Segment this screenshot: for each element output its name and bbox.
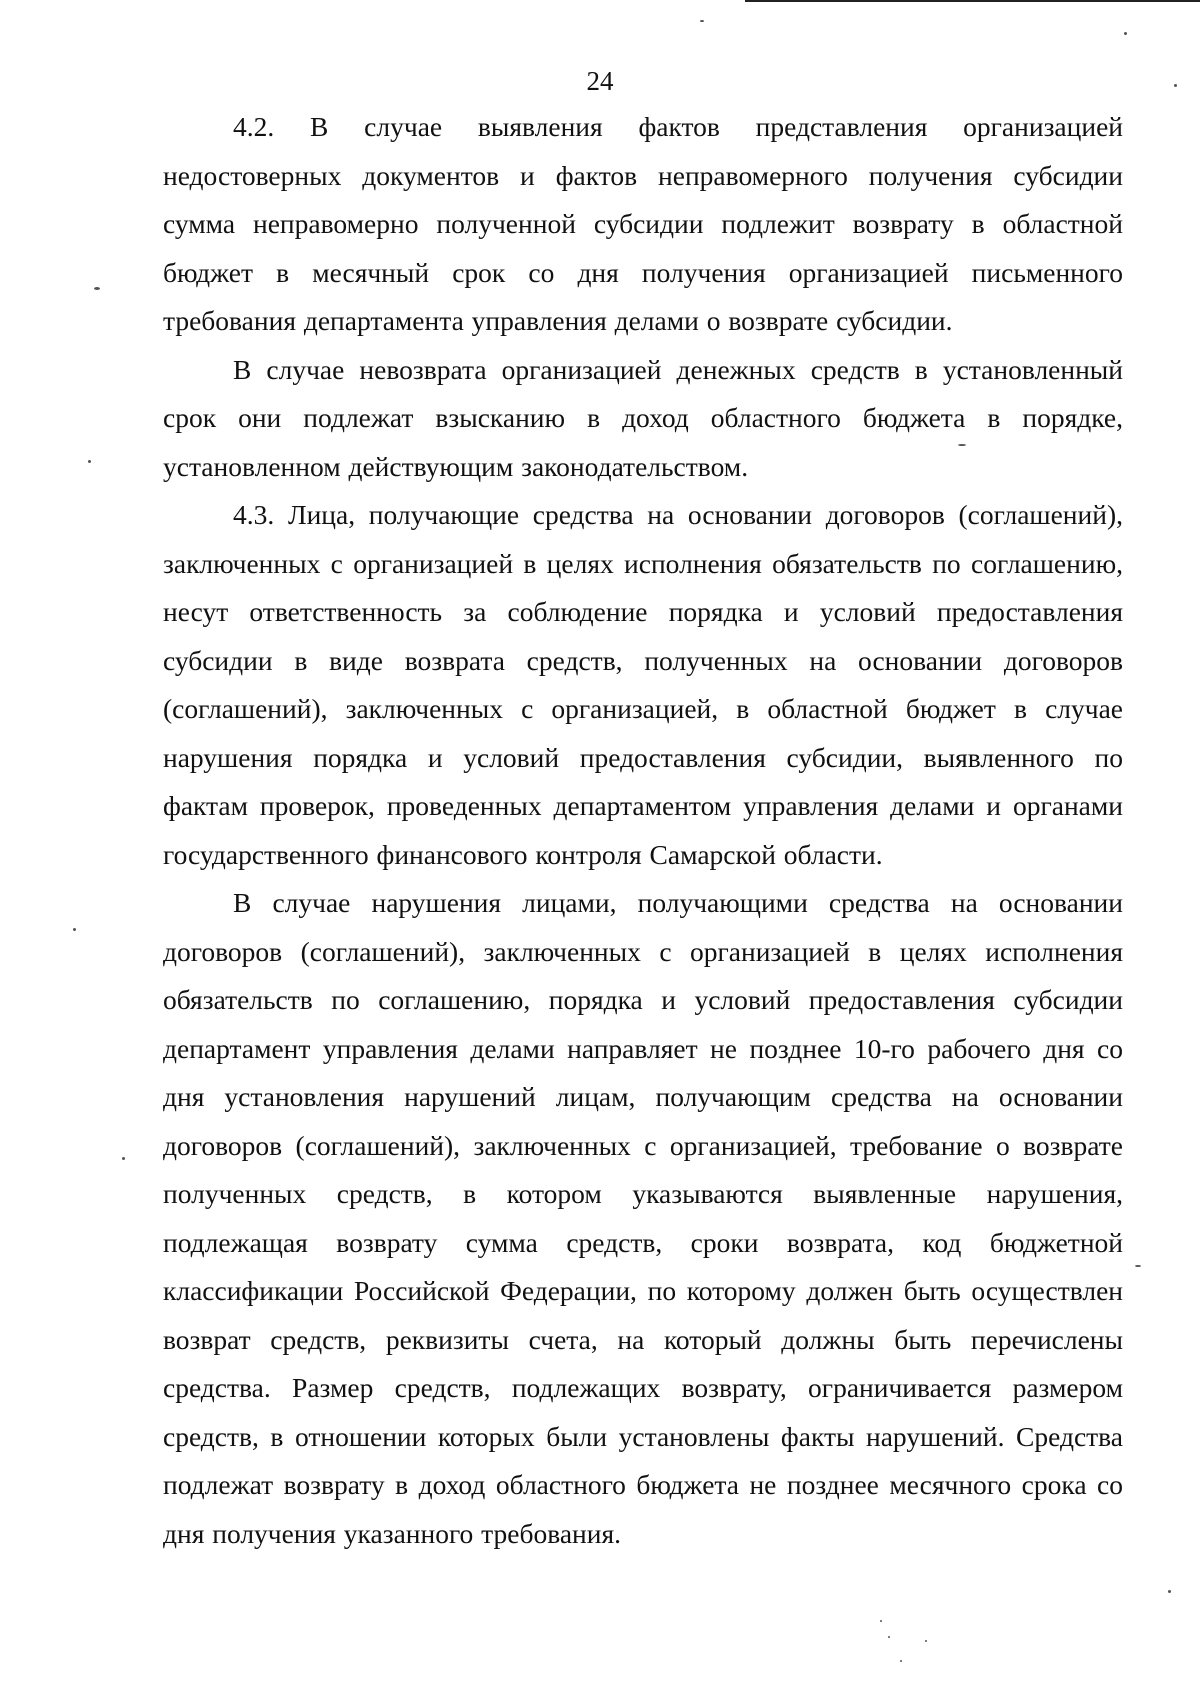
- scan-speck: [1124, 32, 1127, 35]
- top-edge-rule: [745, 0, 1200, 2]
- paragraph-non-return: В случае невозврата организацией денежных средств в установленный срок они подлежат взысканию в доход областного бюджета в порядке, установленном действующим законодательством.: [163, 353, 1123, 482]
- page-number: 24: [586, 66, 614, 96]
- document-body: [163, 103, 1123, 1558]
- paragraph-4-3: 4.3. Лица, получающие средства на основании договоров (соглашений), заключенных с организацией в целях исполнения обязательств по соглашению, несут ответственность за соблюдение порядка и условий предоставления субсидии в виде возврата средств, полученных на основании договоров (соглашений), заключенных с организацией, в областной бюджет в случае нарушения порядка и условий предоставления субсидии, выявленного по фактам проверок, проведенных департаментом управления делами и органами государственного финансового контроля Самарской области.: [163, 499, 1123, 870]
- scan-speck: [1174, 84, 1177, 87]
- scan-speck: [958, 444, 966, 446]
- scan-speck: [122, 1157, 125, 1160]
- scan-speck: [880, 1620, 882, 1622]
- paragraph-violation-procedure: В случае нарушения лицами, получающими средства на основании договоров (соглашений), заключенных с организацией в целях исполнения обязательств по соглашению, порядка и условий предоставления субсидии департамент управления делами направляет не позднее 10-го рабочего дня со дня установления нарушений лицам, получающим средства на основании договоров (соглашений), заключенных с организацией, требование о возврате полученных средств, в котором указываются выявленные нарушения, подлежащая возврату сумма средств, сроки возврата, код бюджетной классификации Российской Федерации, по которому должен быть осуществлен возврат средств, реквизиты счета, на который должны быть перечислены средства. Размер средств, подлежащих возврату, ограничивается размером средств, в отношении которых были установлены факты нарушений. Средства подлежат возврату в доход областного бюджета не позднее месячного срока со дня получения указанного требования.: [163, 887, 1123, 1549]
- scan-speck: [700, 20, 704, 22]
- scan-speck: [73, 928, 76, 931]
- scan-speck: [1168, 1590, 1171, 1593]
- scan-speck: [900, 1660, 902, 1662]
- scan-speck: [925, 1640, 927, 1642]
- scan-speck: [88, 460, 91, 463]
- scan-speck: [1135, 1265, 1141, 1267]
- scan-speck: [94, 287, 100, 290]
- paragraph-4-2: 4.2. В случае выявления фактов представления организацией недостоверных документов и фактов неправомерного получения субсидии сумма неправомерно полученной субсидии подлежит возврату в областной бюджет в месячный срок со дня получения организацией письменного требования департамента управления делами о возврате субсидии.: [163, 111, 1123, 336]
- scan-speck: [888, 1636, 890, 1638]
